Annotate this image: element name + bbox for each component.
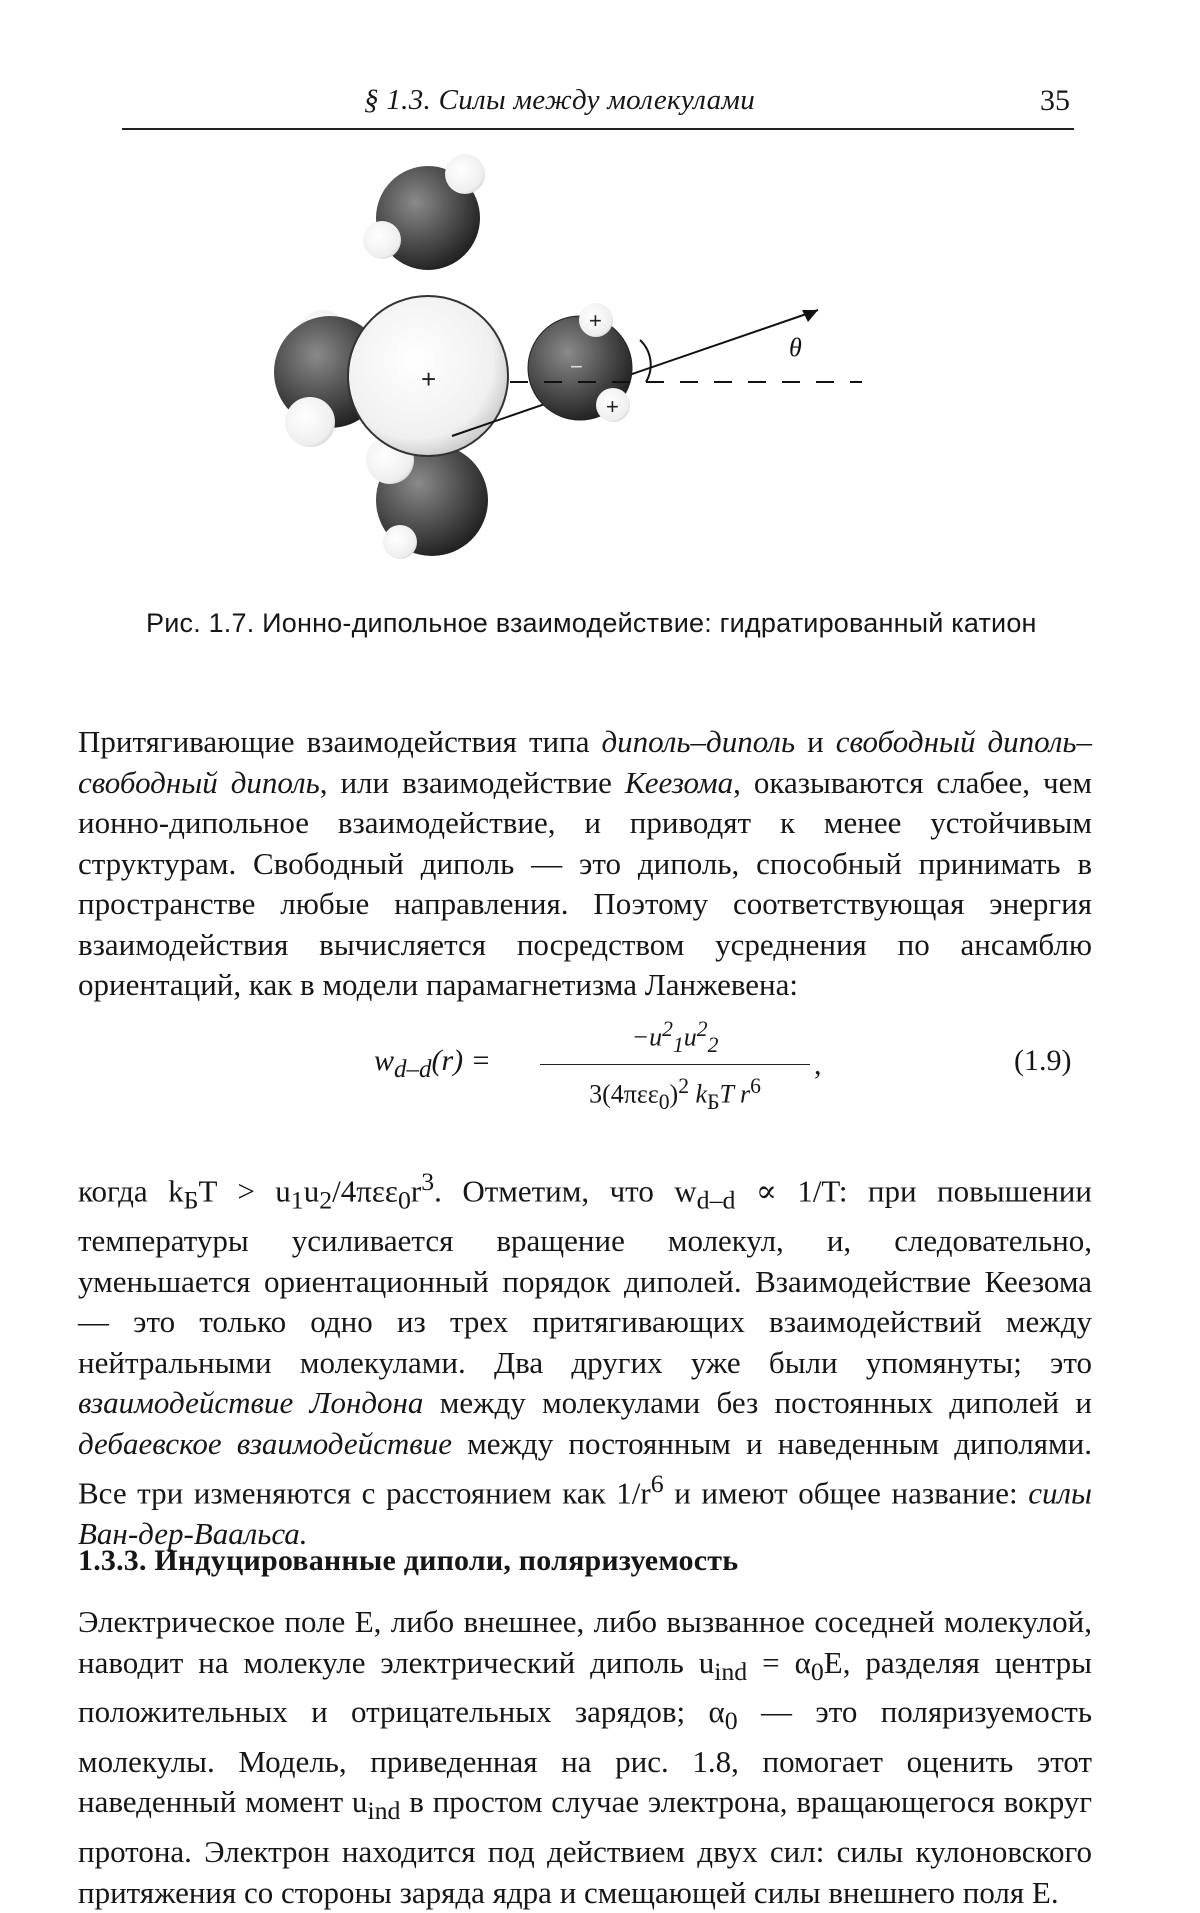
paragraph-keesom: Притягивающие взаимодействия типа диполь–диполь и свободный диполь–свободный диполь, или взаимодействие Кеезома, оказываются слабее, чем ионно-дипольное взаимодействие, и приводят к менее устойчивым структурам. Свободный диполь — это диполь, способный принимать в пространстве любые направления. Поэтому соответствующая энергия взаимодействия вычисляется посредством усреднения по ансамблю ориентаций, как в модели парамагнетизма Ланжевена: xyxy=(78,724,1093,1002)
paragraph-van-der-waals: когда $k_БT > u_1u_2/4\pi\varepsilon\varepsilon_0r^3$. Отметим, что $w_{d-d} \propto 1/T$: при повышении температуры усиливается вращение молекул, и, следовательно, уменьшается ориентационный порядок диполей. Взаимодействие Кеезома — это только одно из трех притягивающих взаимодействий между нейтральными молекулами. Два других уже были упомянуты; это взаимодействие Лондона между молекулами без постоянных диполей и дебаевское взаимодействие между постоянным и наведенным диполями. Все три изменяются с расстоянием как $1/r^6$ и имеют общее название: силы Ван-дер-Ваальса. xyxy=(78,1167,1093,1551)
running-head: § 1.3. Силы между молекулами xyxy=(364,84,756,116)
water-molecule-right xyxy=(528,303,632,422)
angle-arc xyxy=(640,340,651,382)
dipole-plus-bottom: + xyxy=(606,394,619,419)
equation-numerator: $-u^2_1u^2_2$ xyxy=(631,1017,719,1057)
fraction-bar xyxy=(540,1064,810,1065)
header-rule xyxy=(122,128,1074,130)
page-number: 35 xyxy=(1040,84,1070,117)
equation-comma: , xyxy=(814,1048,822,1081)
hydrated-cation-figure xyxy=(270,150,890,582)
equation-fraction xyxy=(540,1012,810,1119)
angle-theta-label: θ xyxy=(789,333,802,362)
equation-denominator: $3(4\pi\varepsilon\varepsilon_0)^2$ $k_БT$ $r^6$ xyxy=(589,1073,761,1114)
dipole-arrow-head xyxy=(802,310,818,322)
paragraph-polarizability: Электрическое поле E, либо внешнее, либо вызванное соседней молекулой, наводит на молекуле электрический диполь $u_{ind} = \alpha_0E$, разделяя центры положительных и отрицательных зарядов; $\alpha_0$ — это поляризуемость молекулы. Модель, приведенная на рис. 1.8, помогает оценить этот наведенный момент $u_{ind}$ в простом случае электрона, вращающегося вокруг протона. Электрон находится под действием двух сил: силы кулоновского притяжения со стороны заряда ядра и смещающей силы внешнего поля E. xyxy=(78,1604,1093,1910)
equation-lhs: $w_{d-d}(r)$ = xyxy=(374,1044,491,1083)
dipole-minus: − xyxy=(570,354,583,379)
figure-caption: Рис. 1.7. Ионно-дипольное взаимодействие: гидратированный катион xyxy=(146,608,1037,638)
dipole-plus-top: + xyxy=(589,308,602,333)
cation-sphere xyxy=(348,296,508,456)
cation-plus-sign: + xyxy=(421,364,437,394)
equation-number: (1.9) xyxy=(1014,1044,1072,1077)
section-heading: 1.3.3. Индуцированные диполи, поляризуемость xyxy=(78,1544,739,1577)
equation-1-9 xyxy=(374,1012,1094,1122)
water-molecule-top xyxy=(363,154,485,270)
